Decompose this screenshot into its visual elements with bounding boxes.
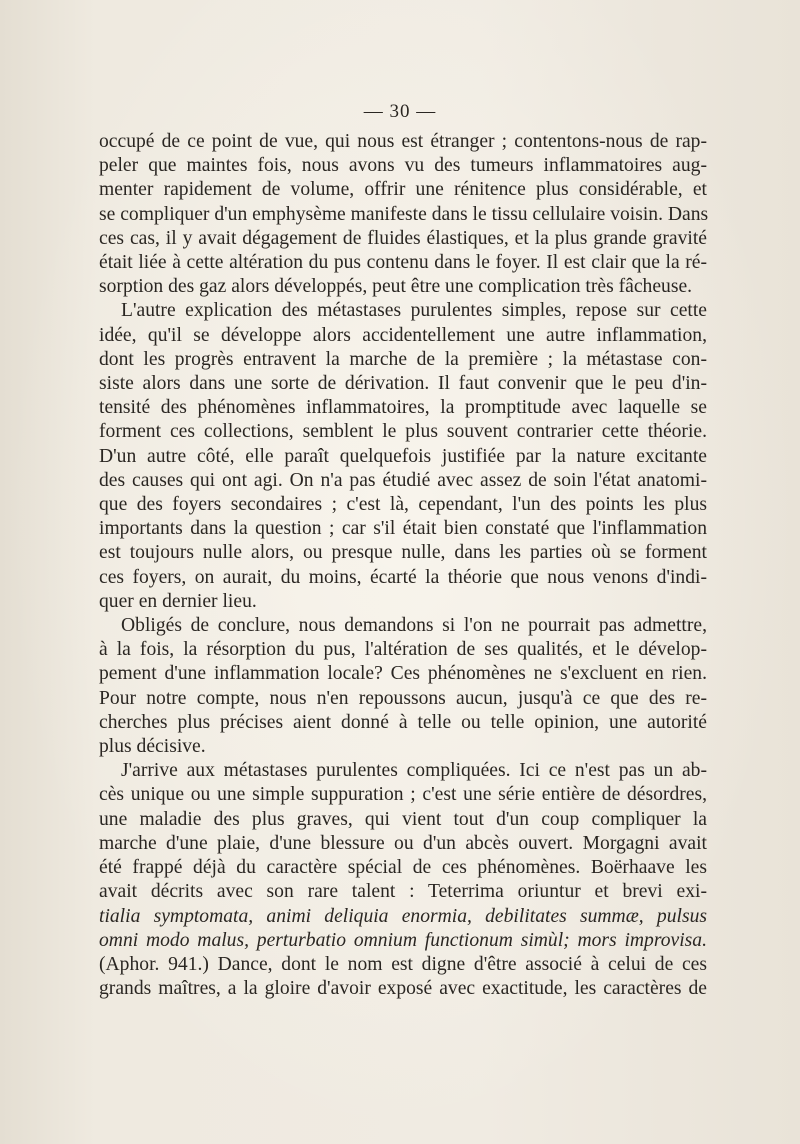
text-line: L'autre explication des métastases purulentes simples, repose sur cette — [121, 300, 707, 322]
text-line: peler que maintes fois, nous avons vu des tumeurs inflammatoires aug- — [99, 155, 707, 177]
text-line: Obligés de conclure, nous demandons si l'on ne pourrait pas admettre, — [121, 615, 707, 637]
text-line: tensité des phénomènes inflammatoires, la promptitude avec laquelle se — [99, 397, 707, 419]
text-line: était liée à cette altération du pus contenu dans le foyer. Il est clair que la ré- — [99, 252, 707, 274]
text-line: omni modo malus, perturbatio omnium functionum simùl; mors improvisa. — [99, 929, 707, 951]
text-line: se compliquer d'un emphysème manifeste dans le tissu cellulaire voisin. Dans — [99, 203, 709, 225]
text-line: D'un autre côté, elle paraît quelquefois justifiée par la nature excitante — [99, 445, 707, 467]
text-line: une maladie des plus graves, qui vient tout d'un coup compliquer la — [99, 808, 707, 830]
text-line: cès unique ou une simple suppuration ; c'est une série entière de désordres, — [99, 784, 707, 806]
text-line: dont les progrès entravent la marche de la première ; la métastase con- — [99, 348, 707, 370]
text-line: idée, qu'il se développe alors accidentellement une autre inflammation, — [99, 324, 707, 346]
page-number: — 30 — — [363, 101, 437, 122]
text-line: menter rapidement de volume, offrir une rénitence plus considérable, et — [99, 179, 707, 201]
body-text — [99, 130, 707, 1001]
text-line: ces foyers, on aurait, du moins, écarté la théorie que nous venons d'indi- — [99, 566, 707, 588]
text-line: forment ces collections, semblent le plus souvent contrarier cette théorie. — [99, 421, 707, 443]
text-line: occupé de ce point de vue, qui nous est étranger ; contentons-nous de rap- — [99, 131, 707, 152]
text-line: quer en dernier lieu. — [99, 590, 257, 612]
text-line: est toujours nulle alors, ou presque nulle, dans les parties où se forment — [99, 542, 707, 564]
text-line: importants dans la question ; car s'il était bien constaté que l'inflammation — [99, 518, 707, 540]
text-line: plus décisive. — [99, 736, 206, 758]
text-line: cherches plus précises aient donné à telle ou telle opinion, une autorité — [99, 711, 707, 733]
text-line: tialia symptomata, animi deliquia enormia, debilitates summæ, pulsus — [99, 905, 707, 927]
text-line: (Aphor. 941.) Dance, dont le nom est digne d'être associé à celui de ces — [99, 953, 707, 975]
text-line: à la fois, la résorption du pus, l'altération de ses qualités, et le dévelop- — [99, 639, 707, 661]
text-line: été frappé déjà du caractère spécial de ces phénomènes. Boërhaave les — [99, 857, 707, 879]
text-line: Pour notre compte, nous n'en repoussons aucun, jusqu'à ce que des re- — [99, 687, 707, 709]
text-line: avait décrits avec son rare talent : Teterrima oriuntur et brevi exi- — [99, 881, 707, 903]
text-line: pement d'une inflammation locale? Ces phénomènes ne s'excluent en rien. — [99, 663, 707, 685]
text-line: des causes qui ont agi. On n'a pas étudié avec assez de soin l'état anatomi- — [99, 469, 707, 491]
text-line: ces cas, il y avait dégagement de fluides élastiques, et la plus grande gravité — [99, 227, 707, 249]
text-line: marche d'une plaie, d'une blessure ou d'un abcès ouvert. Morgagni avait — [99, 832, 707, 854]
text-line: sorption des gaz alors développés, peut être une complication très fâcheuse. — [99, 276, 693, 298]
text-line: siste alors dans une sorte de dérivation. Il faut convenir que le peu d'in- — [99, 373, 707, 395]
text-line: que des foyers secondaires ; c'est là, cependant, l'un des points les plus — [99, 494, 707, 516]
text-line: J'arrive aux métastases purulentes compliquées. Ici ce n'est pas un ab- — [121, 760, 707, 782]
text-line: grands maîtres, a la gloire d'avoir exposé avec exactitude, les caractères de — [99, 978, 707, 1000]
